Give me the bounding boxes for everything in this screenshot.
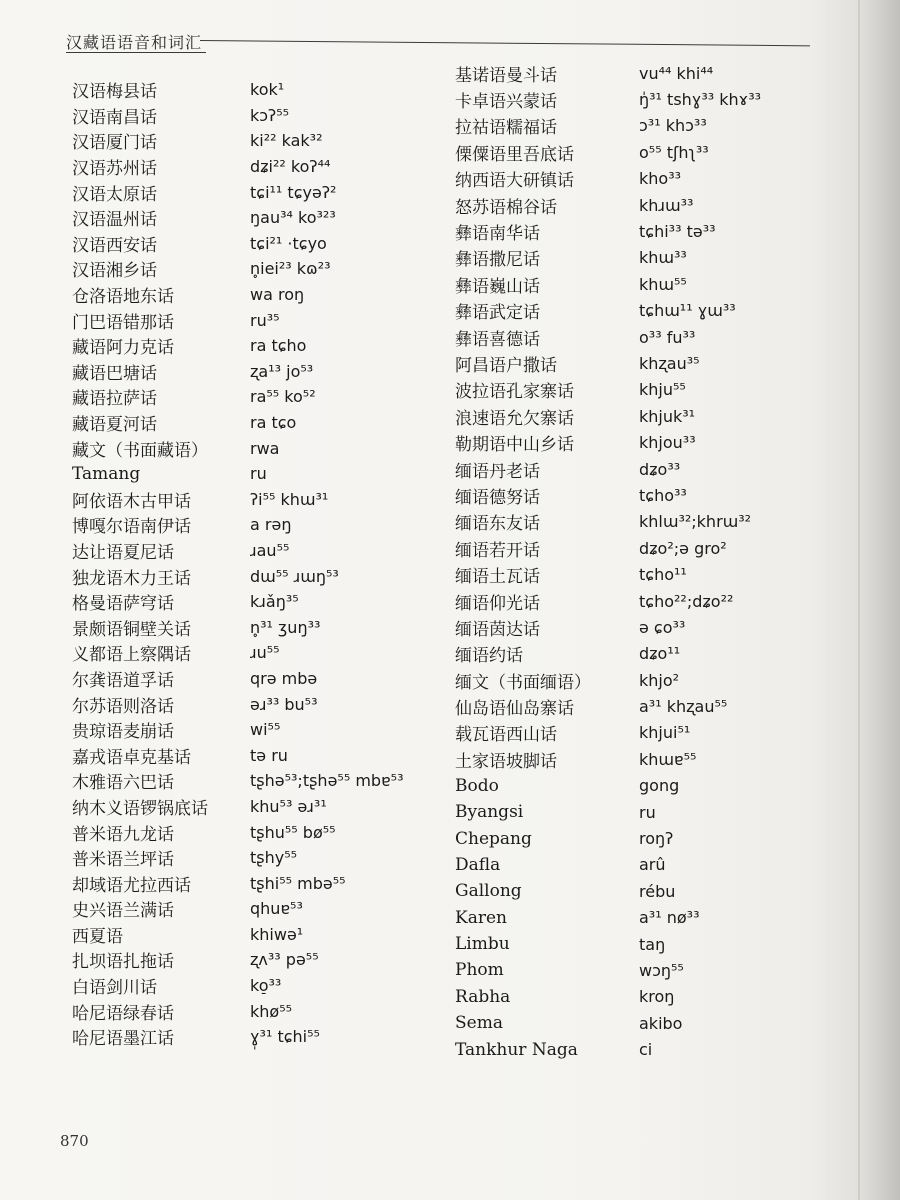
- language-name: 格曼语萨穹话: [72, 594, 174, 615]
- language-name: Gallong: [455, 881, 522, 902]
- word-form: kɔʔ⁵⁵: [250, 105, 290, 125]
- word-form: qrə mbə: [250, 668, 318, 688]
- table-row: [455, 86, 835, 112]
- language-name: 纳木义语锣锅底话: [72, 798, 208, 819]
- table-row: [72, 461, 452, 487]
- word-form: wa roŋ: [250, 285, 305, 305]
- word-form: tɕho¹¹: [639, 565, 687, 585]
- word-form: khjui⁵¹: [639, 723, 691, 743]
- language-name: Tamang: [72, 463, 141, 484]
- word-form: tɕho²²;dʑo²²: [639, 591, 734, 611]
- table-row: [72, 359, 452, 385]
- word-form: o³³ fu³³: [639, 327, 696, 347]
- table-row: [455, 641, 835, 667]
- word-form: dʑo³³: [639, 459, 681, 479]
- word-form: taŋ: [639, 934, 666, 954]
- word-form: khʐau³⁵: [639, 353, 700, 373]
- word-form: tɕhɯ¹¹ ɣɯ³³: [639, 301, 736, 321]
- table-row: [72, 435, 452, 461]
- language-name: 博嘎尔语南伊话: [72, 517, 191, 538]
- table-row: [72, 794, 452, 820]
- language-name: 景颇语铜壁关话: [72, 619, 191, 640]
- table-row: [455, 60, 835, 86]
- language-name: 彝语武定话: [455, 303, 540, 324]
- word-form: əɹ³³ bu⁵³: [250, 694, 318, 714]
- table-row: [72, 717, 452, 743]
- word-form: n̥iei²³ kɷ²³: [250, 259, 331, 279]
- language-name: 浪速语允欠寨话: [455, 408, 574, 429]
- word-form: kok¹: [250, 80, 285, 100]
- language-name: 达让语夏尼话: [72, 542, 174, 563]
- language-name: 藏语巴塘话: [72, 363, 157, 384]
- table-row: [72, 922, 452, 948]
- word-form: khiwə¹: [250, 924, 304, 944]
- table-row: [72, 742, 452, 768]
- table-row: [455, 614, 835, 640]
- word-form: khu⁵³ əɹ³¹: [250, 796, 327, 816]
- table-row: [455, 429, 835, 455]
- table-row: [455, 218, 835, 244]
- table-row: [72, 947, 452, 973]
- language-name: 哈尼语绿春话: [72, 1003, 174, 1024]
- table-row: [72, 768, 452, 794]
- table-row: [72, 333, 452, 359]
- language-name: 汉语温州话: [72, 210, 157, 231]
- header-rule-left: [66, 52, 206, 53]
- language-name: 缅文（书面缅语）: [455, 672, 591, 693]
- page-number: 870: [60, 1132, 89, 1150]
- word-form: khø⁵⁵: [250, 1001, 293, 1021]
- word-form: dɯ⁵⁵ ɹɯŋ⁵³: [250, 566, 339, 586]
- language-name: 汉语湘乡话: [72, 261, 157, 282]
- word-form: a³¹ khʐau⁵⁵: [639, 697, 728, 717]
- word-form: kroŋ: [639, 987, 675, 1007]
- language-name: 纳西语大研镇话: [455, 171, 574, 192]
- table-row: [455, 561, 835, 587]
- word-form: ki²² kak³²: [250, 131, 323, 151]
- table-row: [72, 691, 452, 717]
- language-name: 藏语拉萨话: [72, 389, 157, 410]
- word-form: tə ru: [250, 745, 288, 765]
- language-name: 缅语东友话: [455, 514, 540, 535]
- word-form: a³¹ nø³³: [639, 908, 700, 928]
- language-name: 彝语巍山话: [455, 276, 540, 297]
- language-name: Limbu: [455, 934, 510, 955]
- table-row: [455, 667, 835, 693]
- table-row: [72, 538, 452, 564]
- word-form: tʂhə⁵³;tʂhə⁵⁵ mbɐ⁵³: [250, 771, 404, 791]
- table-row: [72, 231, 452, 257]
- language-name: 基诺语曼斗话: [455, 65, 557, 86]
- word-form: ko̠³³: [250, 976, 282, 996]
- word-form: ɹu⁵⁵: [250, 643, 280, 663]
- word-form: ʐa¹³ jo⁵³: [250, 361, 314, 381]
- language-name: 藏语夏河话: [72, 415, 157, 436]
- language-name: 缅语仰光话: [455, 593, 540, 614]
- language-name: 缅语约话: [455, 646, 523, 667]
- word-form: kho³³: [639, 169, 682, 189]
- table-row: [455, 271, 835, 297]
- word-form: gong: [639, 776, 680, 796]
- language-name: 汉语太原话: [72, 184, 157, 205]
- word-form: akibo: [639, 1013, 683, 1033]
- word-form: khlɯ³²;khrɯ³²: [639, 512, 752, 532]
- word-form: ɹau⁵⁵: [250, 540, 290, 560]
- table-row: [72, 896, 452, 922]
- language-name: Sema: [455, 1013, 503, 1034]
- word-form: ɔ³¹ khɔ³³: [639, 116, 707, 136]
- table-row: [72, 1024, 452, 1050]
- table-row: [455, 905, 835, 931]
- table-row: [455, 324, 835, 350]
- language-name: 仙岛语仙岛寨话: [455, 699, 574, 720]
- language-name: 扎坝语扎拖话: [72, 952, 174, 973]
- word-form: ŋau³⁴ ko³²³: [250, 208, 336, 228]
- language-name: 怒苏语棉谷话: [455, 197, 557, 218]
- table-row: [72, 845, 452, 871]
- table-row: [455, 245, 835, 271]
- word-form: ə ɕo³³: [639, 617, 686, 637]
- word-form: khɯɐ⁵⁵: [639, 749, 697, 769]
- table-row: [72, 589, 452, 615]
- word-form: tɕho³³: [639, 485, 687, 505]
- table-row: [72, 307, 452, 333]
- language-name: Tankhur Naga: [455, 1039, 578, 1060]
- table-row: [455, 298, 835, 324]
- table-row: [72, 973, 452, 999]
- language-name: 普米语兰坪话: [72, 850, 174, 871]
- word-form: ŋ̍³¹ tshɣ³³ khɤ³³: [639, 90, 762, 110]
- word-form: ci: [639, 1040, 653, 1060]
- language-name: 阿昌语户撒话: [455, 355, 557, 376]
- word-form: ra tɕho: [250, 336, 307, 356]
- table-row: [72, 998, 452, 1024]
- language-name: 藏语阿力克话: [72, 338, 174, 359]
- language-name: 汉语梅县话: [72, 82, 157, 103]
- language-name: 汉语苏州话: [72, 159, 157, 180]
- table-row: [455, 773, 835, 799]
- language-name: 载瓦语西山话: [455, 725, 557, 746]
- table-row: [455, 746, 835, 772]
- table-row: [72, 179, 452, 205]
- left-column-table: [72, 77, 452, 1050]
- table-row: [72, 128, 452, 154]
- language-name: 门巴语错那话: [72, 312, 174, 333]
- word-form: wɔŋ⁵⁵: [639, 960, 684, 980]
- table-row: [455, 192, 835, 218]
- language-name: 嘉戎语卓克基话: [72, 747, 191, 768]
- language-name: 缅语若开话: [455, 540, 540, 561]
- word-form: n̥³¹ ʒuŋ³³: [250, 617, 321, 637]
- language-name: 尔龚语道孚话: [72, 670, 174, 691]
- language-name: Byangsi: [455, 802, 524, 823]
- word-form: ru: [639, 802, 656, 822]
- word-form: ra tɕo: [250, 413, 297, 433]
- language-name: Phom: [455, 960, 504, 981]
- table-row: [72, 640, 452, 666]
- word-form: tɕi²¹ ·tɕyo: [250, 233, 327, 253]
- table-row: [455, 482, 835, 508]
- language-name: 缅语德努话: [455, 487, 540, 508]
- word-form: ʐʌ³³ pə⁵⁵: [250, 950, 319, 970]
- word-form: khjo²: [639, 670, 680, 690]
- table-row: [72, 487, 452, 513]
- table-row: [72, 410, 452, 436]
- language-name: 白语剑川话: [72, 978, 157, 999]
- table-row: [455, 1010, 835, 1036]
- language-name: Chepang: [455, 828, 532, 849]
- language-name: 仓洛语地东话: [72, 287, 174, 308]
- word-form: tɕhi³³ tə³³: [639, 222, 716, 242]
- table-row: [455, 535, 835, 561]
- word-form: a rəŋ: [250, 515, 292, 535]
- language-name: 彝语撒尼话: [455, 250, 540, 271]
- word-form: dʑo¹¹: [639, 644, 681, 664]
- language-name: Karen: [455, 907, 507, 928]
- word-form: ru³⁵: [250, 310, 280, 330]
- word-form: dʑi²² koʔ⁴⁴: [250, 157, 331, 177]
- word-form: tʂhy⁵⁵: [250, 848, 298, 868]
- word-form: wi⁵⁵: [250, 720, 281, 740]
- language-name: 土家语坡脚话: [455, 751, 557, 772]
- table-row: [455, 984, 835, 1010]
- language-name: 傈僳语里吾底话: [455, 144, 574, 165]
- running-header: 汉藏语语音和词汇: [66, 33, 203, 52]
- table-row: [455, 403, 835, 429]
- table-row: [455, 878, 835, 904]
- table-row: [72, 154, 452, 180]
- word-form: rwa: [250, 438, 280, 458]
- language-name: 勒期语中山乡话: [455, 435, 574, 456]
- language-name: 汉语西安话: [72, 235, 157, 256]
- word-form: khɹɯ³³: [639, 195, 694, 215]
- word-form: o⁵⁵ tʃhʅ³³: [639, 142, 709, 162]
- word-form: ɣ̩³¹ tɕhi⁵⁵: [250, 1027, 320, 1047]
- language-name: 尔苏语则洛话: [72, 696, 174, 717]
- language-name: 波拉语孔家寨话: [455, 382, 574, 403]
- language-name: 缅语土瓦话: [455, 567, 540, 588]
- language-name: 西夏语: [72, 926, 123, 947]
- table-row: [455, 113, 835, 139]
- language-name: 史兴语兰满话: [72, 901, 174, 922]
- table-row: [455, 693, 835, 719]
- language-name: 拉祜语糯福话: [455, 118, 557, 139]
- word-form: khju⁵⁵: [639, 380, 686, 400]
- word-form: kɹǎŋ³⁵: [250, 592, 299, 612]
- language-name: 缅语丹老话: [455, 461, 540, 482]
- word-form: rébu: [639, 881, 676, 901]
- table-row: [72, 666, 452, 692]
- language-name: 卡卓语兴蒙话: [455, 92, 557, 113]
- word-form: ra⁵⁵ ko⁵²: [250, 387, 316, 407]
- word-form: dʑo²;ə gro²: [639, 538, 727, 558]
- table-row: [455, 720, 835, 746]
- table-row: [72, 282, 452, 308]
- table-row: [455, 931, 835, 957]
- language-name: 贵琼语麦崩话: [72, 722, 174, 743]
- language-name: 义都语上察隅话: [72, 645, 191, 666]
- language-name: 藏文（书面藏语）: [72, 440, 208, 461]
- table-row: [72, 384, 452, 410]
- table-row: [72, 103, 452, 129]
- language-name: 汉语厦门话: [72, 133, 157, 154]
- word-form: vu⁴⁴ khi⁴⁴: [639, 63, 714, 83]
- word-form: arû: [639, 855, 666, 875]
- word-form: khjuk³¹: [639, 406, 696, 426]
- language-name: Bodo: [455, 775, 499, 796]
- table-row: [455, 852, 835, 878]
- language-name: Rabha: [455, 986, 511, 1007]
- language-name: Dafla: [455, 854, 501, 875]
- table-row: [455, 1036, 835, 1062]
- language-name: 普米语九龙话: [72, 824, 174, 845]
- word-form: qhuɐ⁵³: [250, 899, 303, 919]
- table-row: [455, 350, 835, 376]
- word-form: tɕi¹¹ tɕyəʔ²: [250, 182, 337, 202]
- language-name: 哈尼语墨江话: [72, 1029, 174, 1050]
- table-row: [72, 819, 452, 845]
- language-name: 木雅语六巴话: [72, 773, 174, 794]
- word-form: tʂhu⁵⁵ bø⁵⁵: [250, 822, 336, 842]
- table-row: [72, 77, 452, 103]
- table-row: [455, 957, 835, 983]
- table-row: [455, 509, 835, 535]
- table-row: [72, 563, 452, 589]
- table-row: [72, 512, 452, 538]
- table-row: [455, 377, 835, 403]
- word-form: ʔi⁵⁵ khɯ³¹: [250, 489, 329, 509]
- language-name: 缅语茵达话: [455, 619, 540, 640]
- language-name: 阿依语木古甲话: [72, 491, 191, 512]
- language-name: 汉语南昌话: [72, 107, 157, 128]
- right-column-table: [455, 60, 835, 1063]
- table-row: [455, 799, 835, 825]
- word-form: tʂhi⁵⁵ mbə⁵⁵: [250, 873, 346, 893]
- table-row: [72, 205, 452, 231]
- table-row: [72, 870, 452, 896]
- word-form: khɯ⁵⁵: [639, 274, 687, 294]
- table-row: [455, 166, 835, 192]
- table-row: [455, 588, 835, 614]
- table-row: [455, 825, 835, 851]
- word-form: roŋʔ: [639, 829, 674, 849]
- word-form: khjou³³: [639, 433, 696, 453]
- table-row: [455, 139, 835, 165]
- language-name: 独龙语木力王话: [72, 568, 191, 589]
- table-row: [455, 456, 835, 482]
- language-name: 彝语喜德话: [455, 329, 540, 350]
- language-name: 却域语尤拉西话: [72, 875, 191, 896]
- table-row: [72, 614, 452, 640]
- language-name: 彝语南华话: [455, 224, 540, 245]
- page-edge: [858, 0, 860, 1200]
- word-form: khɯ³³: [639, 248, 687, 268]
- table-row: [72, 256, 452, 282]
- word-form: ru: [250, 464, 267, 484]
